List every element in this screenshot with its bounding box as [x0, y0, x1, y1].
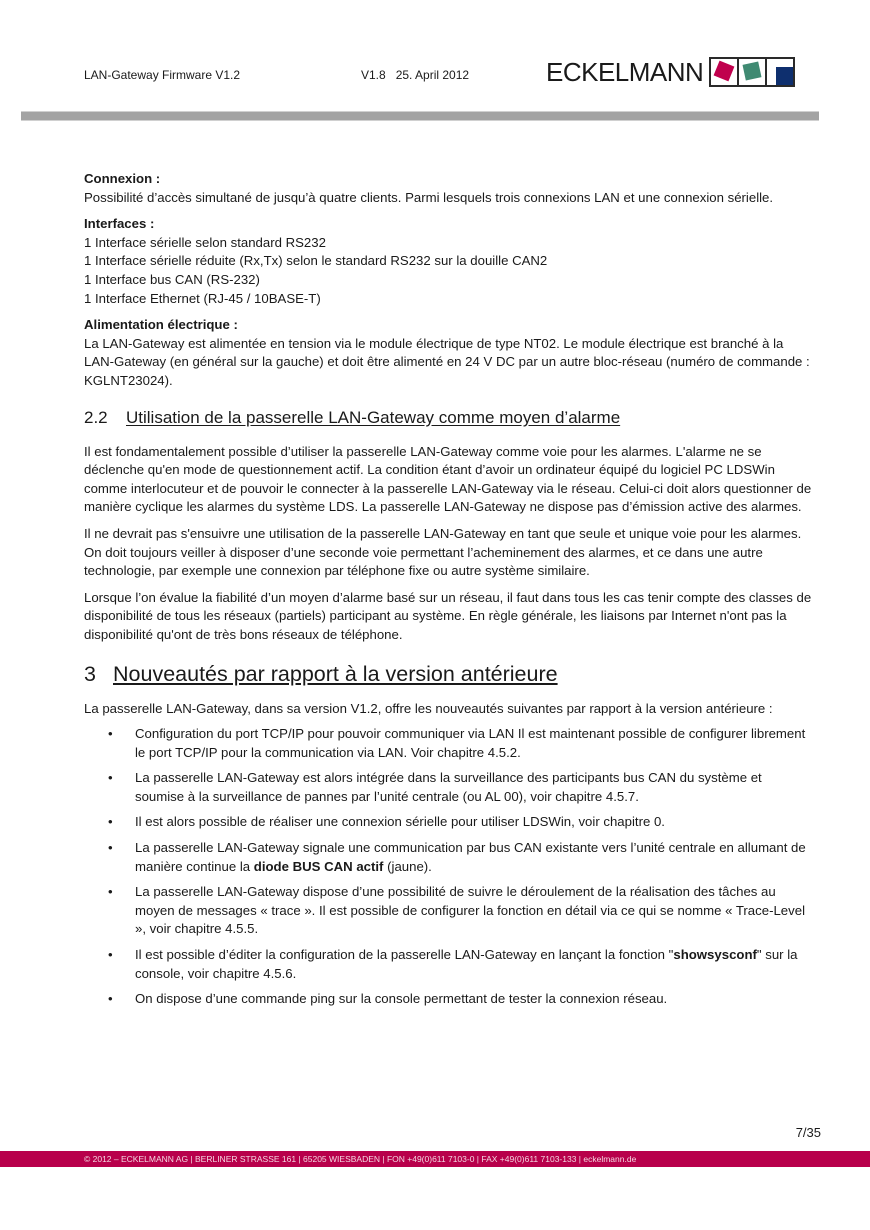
interface-line: 1 Interface sérielle réduite (Rx,Tx) selon le standard RS232 sur la douille CAN2	[84, 253, 548, 269]
bullet-icon: •	[108, 770, 113, 786]
bold-term: diode BUS CAN actif	[253, 858, 384, 874]
list-item	[84, 946, 814, 983]
connexion-block	[84, 170, 814, 207]
logo-squares	[709, 57, 795, 87]
text-run: Il est possible d’éditer la configuration de la passerelle LAN-Gateway en lançant la fonction "	[135, 947, 674, 962]
alimentation-text: La LAN-Gateway est alimentée en tension via le module électrique de type NT02. Le module électrique est branché à la LAN-Gateway (en général sur la gauche) et doit être alimenté en 24 V DC par un autre bloc-réseau (numéro de commande : KGLNT23024).	[84, 335, 810, 388]
list-item-text: La passerelle LAN-Gateway dispose d’une possibilité de suivre le déroulement de la réalisation des tâches au moyen de messages « trace ». Il est possible de configurer la fonction en détail via ce qui se nomme « Trace-Level », voir chapitre 4.5.5.	[135, 884, 805, 937]
logo-red-square-icon	[711, 59, 739, 85]
eckelmann-logo	[546, 57, 795, 87]
list-item	[84, 725, 814, 762]
logo-text: ECKELMANN	[546, 57, 704, 87]
list-item-text	[135, 840, 806, 874]
header-divider	[21, 111, 819, 121]
list-item	[84, 839, 814, 876]
list-item	[84, 883, 814, 939]
section-3-heading	[84, 660, 814, 688]
interfaces-label: Interfaces :	[84, 216, 155, 232]
list-item-text: On dispose d’une commande ping sur la console permettant de tester la connexion réseau.	[135, 991, 668, 1007]
version-date	[361, 68, 469, 82]
date: 25. April 2012	[395, 68, 470, 82]
bullet-icon: •	[108, 884, 113, 900]
section-3-intro: La passerelle LAN-Gateway, dans sa version V1.2, offre les nouveautés suivantes par rapport à la version antérieure :	[84, 701, 773, 717]
alimentation-block	[84, 316, 814, 390]
text-run: (jaune).	[383, 858, 432, 874]
interface-line: 1 Interface sérielle selon standard RS232	[84, 234, 326, 250]
paragraph: Il est fondamentalement possible d’utiliser la passerelle LAN-Gateway comme voie pour les alarmes. L'alarme ne se déclenche qu'en mode de questionnement actif. La condition étant d’avoir un ordinateur équipé du logiciel PC LDSWin comme interlocuteur et de pouvoir le connecter à la passerelle LAN-Gateway via le réseau. Celui-ci doit alors questionner de manière cyclique les alarmes du système LDS. La passerelle LAN-Gateway ne dispose pas d’émission active des alarmes.	[84, 443, 812, 515]
list-item-text	[135, 947, 798, 981]
interfaces-block	[84, 215, 814, 308]
bold-term: showsysconf	[673, 947, 757, 962]
list-item-text: La passerelle LAN-Gateway est alors intégrée dans la surveillance des participants bus CAN du système et soumise à la surveillance de pannes par l’unité centrale (ou AL 00), voir chapitre 4.5.7.	[135, 770, 762, 804]
paragraph: Lorsque l’on évalue la fiabilité d’un moyen d’alarme basé sur un réseau, il faut dans tous les cas tenir compte des classes de disponibilité de tous les réseaux (partiels) participant au système. En règle générale, les liaisons par Internet n'ont pas la disponibilité qu'ont de très bons réseaux de téléphone.	[84, 589, 812, 642]
list-item-text: Configuration du port TCP/IP pour pouvoir communiquer via LAN Il est maintenant possible de configurer librement le port TCP/IP pour la communication via LAN. Voir chapitre 4.5.2.	[135, 726, 806, 760]
new-features-list	[84, 725, 814, 1009]
interface-line: 1 Interface bus CAN (RS-232)	[84, 271, 260, 287]
page-number: 7/35	[795, 1125, 821, 1140]
text-run: La passerelle LAN-Gateway signale une communication par bus CAN existante vers l’unité centrale en allumant de manière continue la	[135, 840, 806, 874]
section-title: Utilisation de la passerelle LAN-Gateway comme moyen d’alarme	[126, 407, 621, 427]
alimentation-label: Alimentation électrique :	[84, 317, 238, 333]
section-number: 3	[84, 662, 96, 687]
bullet-icon: •	[108, 991, 113, 1007]
bullet-icon: •	[108, 840, 113, 856]
logo-green-square-icon	[739, 59, 767, 85]
document-title: LAN-Gateway Firmware V1.2	[84, 68, 241, 82]
list-item	[84, 769, 814, 806]
interface-line: 1 Interface Ethernet (RJ-45 / 10BASE-T)	[84, 290, 321, 306]
connexion-text: Possibilité d’accès simultané de jusqu’à quatre clients. Parmi lesquels trois connexions LAN et une connexion sérielle.	[84, 189, 774, 205]
version: V1.8	[361, 68, 386, 82]
footer-bar	[0, 1151, 870, 1167]
list-item-text: Il est alors possible de réaliser une connexion sérielle pour utiliser LDSWin, voir chapitre 0.	[135, 814, 665, 830]
paragraph: Il ne devrait pas s'ensuivre une utilisation de la passerelle LAN-Gateway en tant que seule et unique voie pour les alarmes. On doit toujours veiller à disposer d’une seconde voie permettant l’acheminement des alarmes, et ce dans une autre technologie, par exemple une connexion par téléphone fixe ou autre système similaire.	[84, 525, 802, 579]
bullet-icon: •	[108, 726, 113, 742]
section-title: Nouveautés par rapport à la version antérieure	[113, 662, 558, 687]
footer-text: © 2012 – ECKELMANN AG | BERLINER STRASSE 161 | 65205 WIESBADEN | FON +49(0)611 7103-0 | FAX +49(0)611 7103-133 | eckelmann.de	[84, 1154, 637, 1164]
list-item	[84, 990, 814, 1009]
section-2-2-heading	[84, 407, 814, 429]
logo-blue-square-icon	[767, 59, 793, 85]
connexion-label: Connexion :	[84, 171, 161, 186]
list-item	[84, 813, 814, 832]
section-number: 2.2	[84, 407, 108, 427]
page-content	[84, 170, 814, 1016]
text-run: " sur la console, voir chapitre 4.5.6.	[135, 947, 798, 981]
bullet-icon: •	[108, 947, 113, 962]
bullet-icon: •	[108, 814, 113, 830]
